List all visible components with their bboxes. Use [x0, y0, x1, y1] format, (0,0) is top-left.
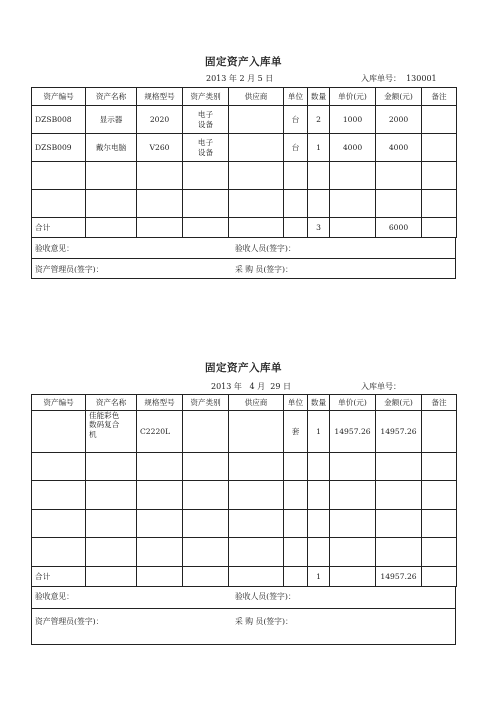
header-cell: 单位	[284, 88, 308, 106]
order-label: 入库单号：	[361, 74, 401, 83]
form-date: 2013 年 2 月 5 日	[206, 74, 274, 83]
empty-cell	[229, 190, 284, 218]
empty-cell	[308, 162, 330, 190]
header-cell: 备注	[422, 88, 457, 106]
empty-cell	[376, 481, 422, 510]
empty-cell	[137, 481, 183, 510]
quantity-cell: 1	[308, 134, 330, 162]
model-cell: C2220L	[137, 411, 183, 453]
table-row	[32, 453, 457, 481]
category-cell: 电子 设备	[183, 134, 229, 162]
empty-cell	[308, 538, 330, 567]
header-cell: 供应商	[229, 395, 284, 411]
asset-manager-signature-label: 资产管理员(签字)：	[35, 617, 104, 626]
empty-cell	[183, 218, 229, 238]
empty-cell	[308, 453, 330, 481]
table-row	[32, 411, 457, 453]
empty-cell	[284, 162, 308, 190]
empty-cell	[330, 162, 376, 190]
empty-cell	[86, 162, 137, 190]
empty-cell	[422, 453, 457, 481]
total-quantity: 1	[308, 567, 330, 587]
acceptance-opinion-label: 验收意见：	[35, 592, 74, 601]
empty-cell	[330, 510, 376, 538]
purchaser-signature-label: 采 购 员(签字)：	[235, 265, 293, 274]
unit-cell: 台	[284, 106, 308, 134]
empty-cell	[86, 218, 137, 238]
empty-cell	[422, 567, 457, 587]
header-cell: 资产编号	[32, 395, 86, 411]
header-cell: 资产名称	[86, 88, 137, 106]
acceptance-row	[32, 238, 455, 258]
quantity-cell: 2	[308, 106, 330, 134]
header-cell: 数量	[308, 395, 330, 411]
unit-cell: 台	[284, 134, 308, 162]
order-number-label	[361, 381, 401, 392]
acceptance-opinion-label: 验收意见：	[35, 244, 74, 253]
header-cell: 数量	[308, 88, 330, 106]
asset-manager-signature-label: 资产管理员(签字)：	[35, 265, 104, 274]
signature-area	[31, 238, 456, 279]
empty-cell	[137, 190, 183, 218]
empty-cell	[86, 481, 137, 510]
empty-cell	[229, 481, 284, 510]
empty-cell	[32, 162, 86, 190]
remark-cell	[422, 134, 457, 162]
empty-cell	[284, 190, 308, 218]
form-date: 2013 年 4 月 29 日	[211, 382, 291, 391]
empty-cell	[86, 190, 137, 218]
order-number-label	[361, 73, 437, 84]
header-cell: 资产编号	[32, 88, 86, 106]
header-row	[32, 88, 457, 106]
header-cell: 金额(元)	[376, 88, 422, 106]
category-cell: 电子 设备	[183, 106, 229, 134]
asset-name-cell: 戴尔电脑	[86, 134, 137, 162]
empty-cell	[284, 567, 308, 587]
table-row	[32, 162, 457, 190]
form-title: 固定资产入库单	[205, 56, 282, 68]
empty-cell	[330, 453, 376, 481]
empty-cell	[330, 538, 376, 567]
table-row	[32, 134, 457, 162]
empty-cell	[32, 190, 86, 218]
empty-cell	[422, 481, 457, 510]
empty-cell	[137, 538, 183, 567]
unit-cell: 套	[284, 411, 308, 453]
asset-id-cell: DZSB008	[32, 106, 86, 134]
empty-cell	[330, 218, 376, 238]
empty-cell	[330, 567, 376, 587]
empty-cell	[376, 162, 422, 190]
receipt-table	[31, 87, 457, 238]
empty-cell	[32, 453, 86, 481]
empty-cell	[376, 538, 422, 567]
acceptor-signature-label: 验收人员(签字)：	[235, 244, 296, 253]
empty-cell	[32, 510, 86, 538]
empty-cell	[183, 190, 229, 218]
amount-cell: 2000	[376, 106, 422, 134]
unit-price-cell: 14957.26	[330, 411, 376, 453]
empty-cell	[32, 481, 86, 510]
acceptance-row	[32, 586, 455, 608]
quantity-cell: 1	[308, 411, 330, 453]
unit-price-cell: 1000	[330, 106, 376, 134]
category-cell	[183, 411, 229, 453]
empty-cell	[284, 538, 308, 567]
empty-cell	[229, 453, 284, 481]
header-cell: 供应商	[229, 88, 284, 106]
header-cell: 资产类别	[183, 395, 229, 411]
order-number: 130001	[406, 74, 437, 83]
receipt-table	[31, 394, 457, 587]
total-quantity: 3	[308, 218, 330, 238]
table-row	[32, 481, 457, 510]
total-label: 合计	[32, 567, 86, 587]
asset-id-cell	[32, 411, 86, 453]
empty-cell	[229, 538, 284, 567]
empty-cell	[376, 510, 422, 538]
header-row	[32, 395, 457, 411]
unit-price-cell: 4000	[330, 134, 376, 162]
order-label: 入库单号：	[361, 382, 401, 391]
empty-cell	[183, 162, 229, 190]
empty-cell	[284, 510, 308, 538]
empty-cell	[422, 538, 457, 567]
empty-cell	[284, 218, 308, 238]
table-row	[32, 538, 457, 567]
amount-cell: 14957.26	[376, 411, 422, 453]
empty-cell	[229, 162, 284, 190]
empty-cell	[137, 453, 183, 481]
empty-cell	[86, 453, 137, 481]
signature-area	[31, 586, 456, 645]
empty-cell	[137, 162, 183, 190]
acceptor-signature-label: 验收人员(签字)：	[235, 592, 296, 601]
empty-cell	[330, 190, 376, 218]
empty-cell	[183, 567, 229, 587]
amount-cell: 4000	[376, 134, 422, 162]
remark-cell	[422, 106, 457, 134]
empty-cell	[422, 162, 457, 190]
empty-cell	[183, 538, 229, 567]
empty-cell	[137, 567, 183, 587]
empty-cell	[183, 481, 229, 510]
empty-cell	[32, 538, 86, 567]
header-cell: 备注	[422, 395, 457, 411]
empty-cell	[422, 510, 457, 538]
total-label: 合计	[32, 218, 86, 238]
empty-cell	[376, 190, 422, 218]
empty-cell	[137, 218, 183, 238]
empty-cell	[183, 510, 229, 538]
empty-cell	[284, 453, 308, 481]
empty-cell	[422, 190, 457, 218]
supplier-cell	[229, 106, 284, 134]
table-row	[32, 510, 457, 538]
header-cell: 规格型号	[137, 395, 183, 411]
total-amount: 6000	[376, 218, 422, 238]
empty-cell	[86, 567, 137, 587]
table-row	[32, 106, 457, 134]
empty-cell	[308, 190, 330, 218]
form-title: 固定资产入库单	[205, 362, 282, 374]
total-row	[32, 218, 457, 238]
model-cell: 2020	[137, 106, 183, 134]
header-cell: 单价(元)	[330, 88, 376, 106]
empty-cell	[422, 218, 457, 238]
empty-cell	[137, 510, 183, 538]
empty-cell	[330, 481, 376, 510]
empty-cell	[376, 453, 422, 481]
asset-name-cell: 显示器	[86, 106, 137, 134]
empty-cell	[229, 567, 284, 587]
supplier-cell	[229, 134, 284, 162]
total-row	[32, 567, 457, 587]
empty-cell	[86, 510, 137, 538]
empty-cell	[229, 510, 284, 538]
header-cell: 资产类别	[183, 88, 229, 106]
table-row	[32, 190, 457, 218]
total-amount: 14957.26	[376, 567, 422, 587]
empty-cell	[308, 510, 330, 538]
header-cell: 规格型号	[137, 88, 183, 106]
empty-cell	[183, 453, 229, 481]
header-cell: 资产名称	[86, 395, 137, 411]
manager-row	[32, 608, 455, 644]
header-cell: 单价(元)	[330, 395, 376, 411]
empty-cell	[229, 218, 284, 238]
asset-id-cell: DZSB009	[32, 134, 86, 162]
remark-cell	[422, 411, 457, 453]
asset-name-cell: 佳能彩色 数码复合 机	[86, 411, 137, 453]
purchaser-signature-label: 采 购 员(签字)：	[235, 617, 293, 626]
manager-row	[32, 258, 455, 278]
supplier-cell	[229, 411, 284, 453]
empty-cell	[284, 481, 308, 510]
model-cell: V260	[137, 134, 183, 162]
empty-cell	[308, 481, 330, 510]
header-cell: 单位	[284, 395, 308, 411]
header-cell: 金额(元)	[376, 395, 422, 411]
empty-cell	[86, 538, 137, 567]
